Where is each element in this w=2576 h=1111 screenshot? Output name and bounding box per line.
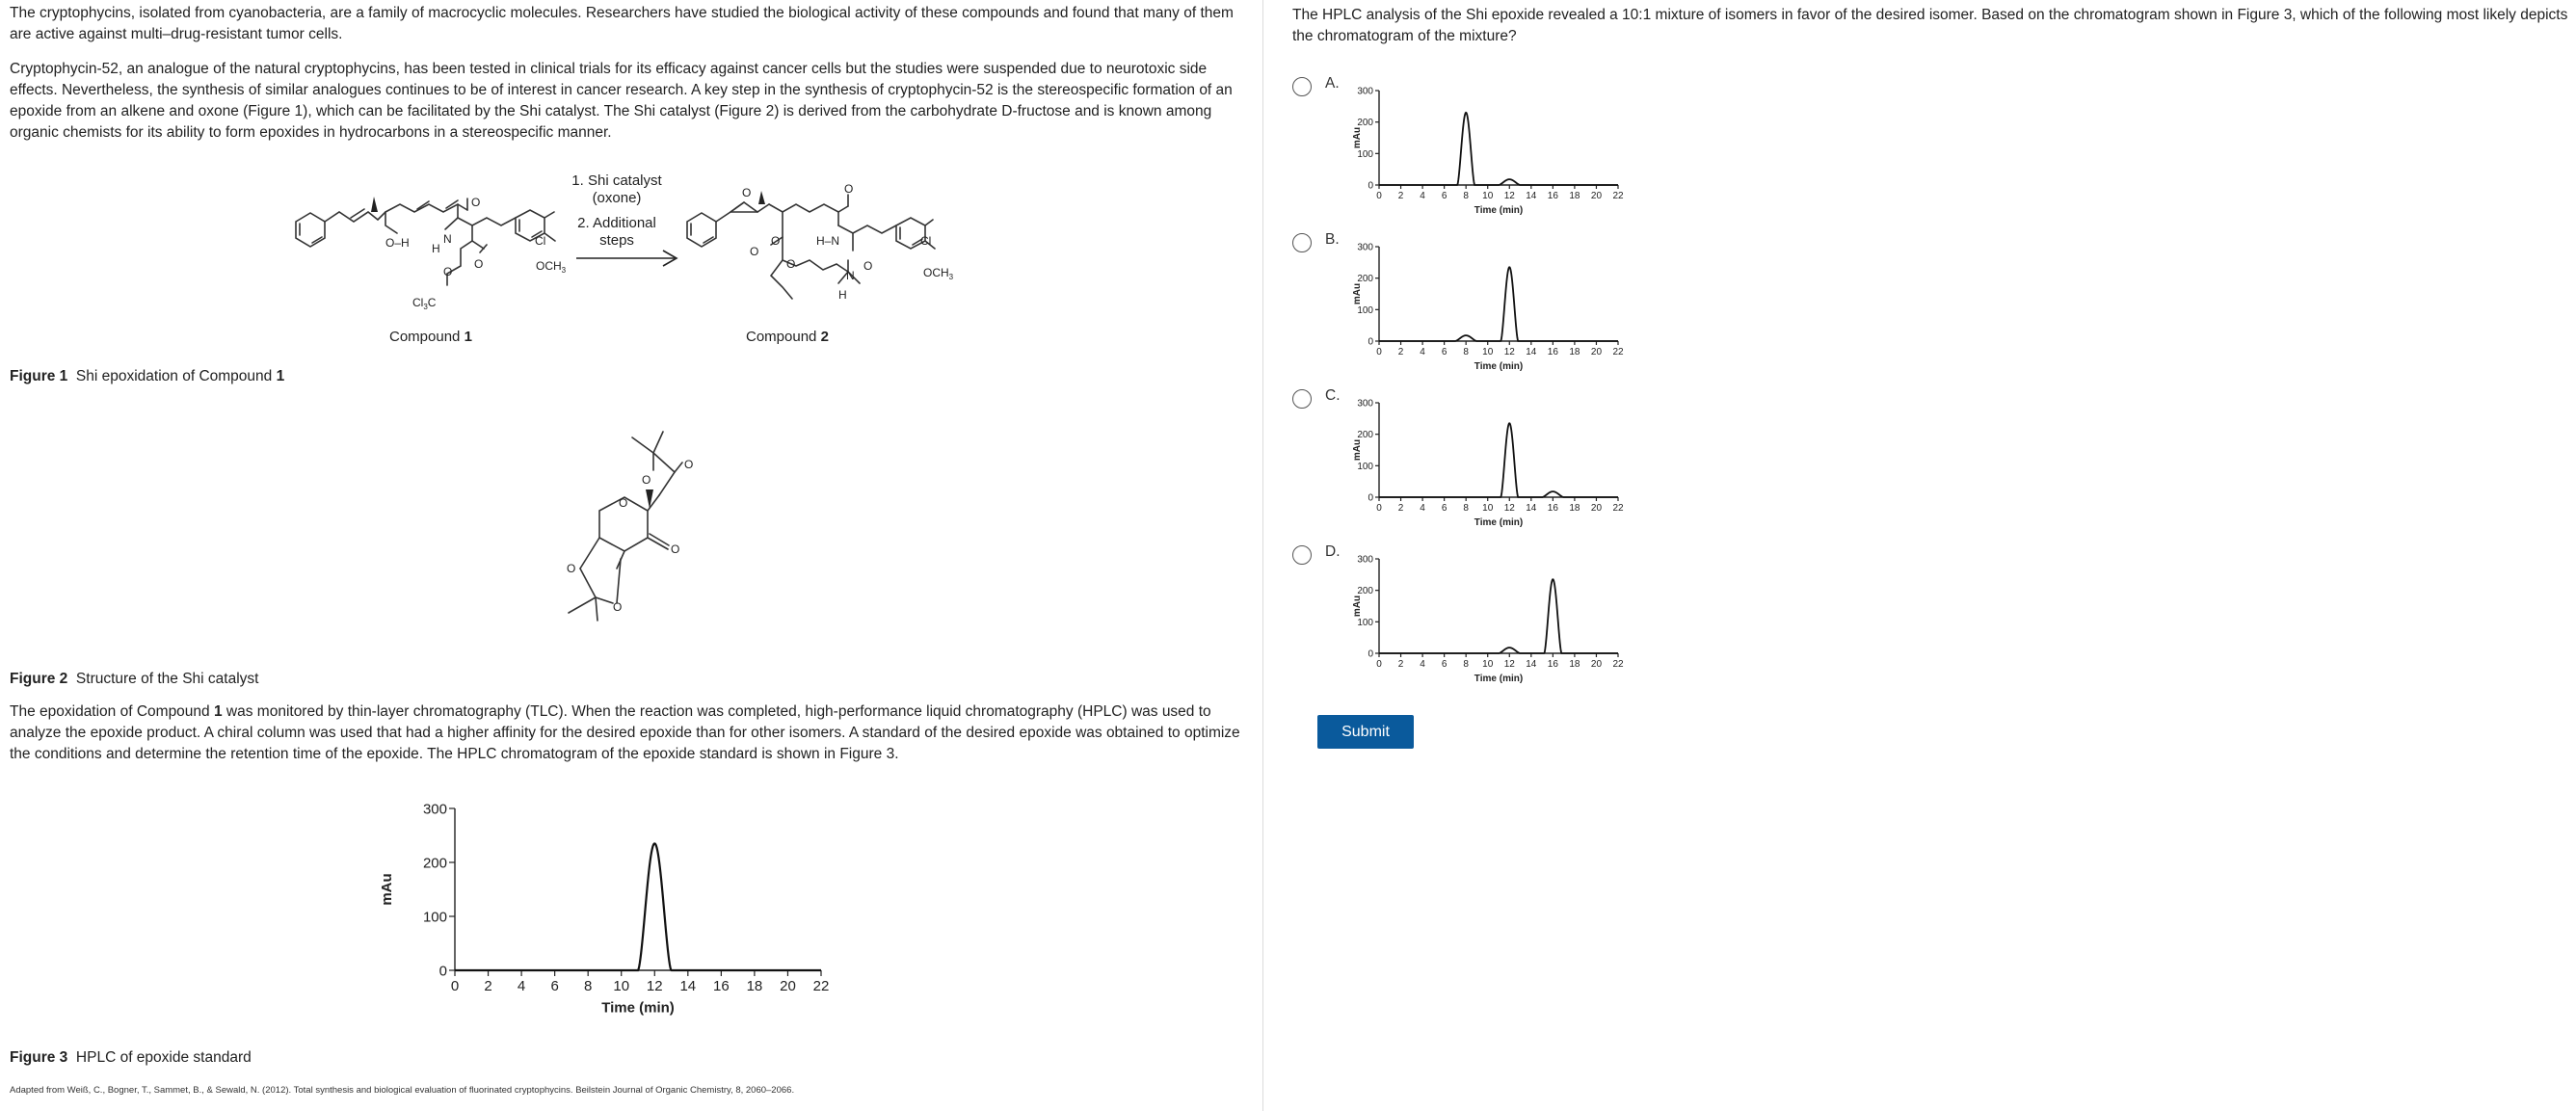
atom-o-ketone-2: O (844, 182, 854, 196)
passage-paragraph-3-pre: The epoxidation of Compound (10, 703, 214, 720)
atom-cl-2: Cl (920, 234, 932, 248)
x-axis-label: Time (min) (601, 999, 675, 1017)
x-tick-label: 8 (584, 978, 593, 994)
atom-cl3c: $Cl_3C$ (412, 296, 437, 311)
atom-o-carbonyl: O (474, 257, 484, 271)
passage-paragraph-1: The cryptophycins, isolated from cyanobacteria, are a family of macrocyclic molecules. Researchers have studied the biological activity of these compounds and found that many of them are active against multi–drug-resistant tumor cells. (10, 5, 1234, 42)
x-tick-label: 12 (1503, 191, 1515, 201)
chromatogram-trace (1379, 113, 1618, 185)
x-tick-label: 6 (1441, 659, 1447, 670)
step1-label: 1. Shi catalyst (571, 172, 662, 189)
x-tick-label: 10 (1482, 347, 1494, 357)
x-axis-label: Time (min) (1474, 205, 1524, 216)
x-tick-label: 2 (484, 978, 492, 994)
x-tick-label: 2 (1397, 347, 1404, 357)
option-c-chart (1350, 382, 1678, 536)
option-d-chart (1350, 538, 1678, 692)
catalyst-atom-o-ketone: O (671, 542, 680, 556)
x-tick-label: 6 (1441, 503, 1447, 514)
x-tick-label: 8 (1463, 191, 1469, 201)
atom-o-ring: O (786, 257, 796, 271)
option-c-letter: C. (1325, 387, 1341, 404)
x-tick-label: 12 (1503, 659, 1515, 670)
x-tick-label: 6 (1441, 191, 1447, 201)
passage-paragraph-2: Cryptophycin-52, an analogue of the natural cryptophycins, has been tested in clinical trials for its efficacy against cancer cells but the studies were suspended due to neurotoxic side effects. Nevertheless, the synthesis of similar analogues continues to be of interest in cancer research. A key step in the synthesis of cryptophycin-52 is the stereospecific formation of an epoxide from an alkene and oxone (Figure 1), which can be facilitated by the Shi catalyst. The Shi catalyst (Figure 2) is derived from the carbohydrate D-fructose and is known among organic chemists for its ability to form epoxides in hydrocarbons in a stereospecific manner. (10, 61, 1233, 141)
x-tick-label: 14 (1526, 191, 1537, 201)
answer-option-d[interactable] (1292, 538, 1697, 682)
question-stem: The HPLC analysis of the Shi epoxide revealed a 10:1 mixture of isomers in favor of the desired isomer. Based on the chromatogram shown in Figure 3, which of the following most likely depicts the chromatogram of the mixture? (1292, 7, 2568, 44)
catalyst-atom-o-1: O (642, 473, 651, 487)
y-tick-label: 100 (1357, 461, 1373, 472)
x-tick-label: 20 (1590, 191, 1603, 201)
x-tick-label: 10 (1482, 659, 1494, 670)
option-b-letter: B. (1325, 231, 1340, 248)
y-tick-label: 100 (1357, 304, 1373, 316)
y-tick-label: 0 (1368, 180, 1373, 192)
atom-och3-subscript: 3 (561, 266, 567, 275)
x-tick-label: 12 (646, 978, 663, 994)
x-tick-label: 0 (1376, 191, 1382, 201)
y-tick-label: 300 (1357, 554, 1373, 566)
x-tick-label: 22 (812, 978, 830, 994)
figure3-label: Figure 3 (10, 1049, 68, 1066)
x-tick-label: 14 (679, 978, 697, 994)
option-a-radio[interactable] (1292, 77, 1312, 96)
atom-o-amide: O (863, 259, 873, 273)
y-tick-label: 200 (1357, 118, 1373, 129)
atom-h-2: H (838, 288, 847, 302)
x-tick-label: 16 (1547, 503, 1558, 514)
y-tick-label: 0 (1368, 492, 1373, 504)
catalyst-atom-o-3: O (567, 562, 576, 575)
x-tick-label: 16 (713, 978, 730, 994)
y-axis-label: mAu (1352, 438, 1363, 462)
atom-h: H (432, 242, 440, 255)
figure1-label: Figure 1 (10, 368, 68, 384)
compound1-structure (296, 196, 567, 345)
x-tick-label: 10 (1482, 503, 1494, 514)
y-tick-label: 200 (1357, 274, 1373, 285)
step2-sublabel: steps (599, 232, 634, 249)
figure3-hplc-chart (366, 785, 887, 1036)
x-tick-label: 12 (1503, 503, 1515, 514)
atom-och3-2 (923, 266, 954, 281)
figure2-shi-catalyst-structure (540, 414, 723, 626)
x-tick-label: 20 (1590, 659, 1603, 670)
y-tick-label: 0 (438, 963, 447, 980)
answer-option-c[interactable] (1292, 382, 1697, 526)
option-b-chart (1350, 225, 1678, 380)
y-tick-label: 300 (1357, 398, 1373, 410)
x-tick-label: 0 (450, 978, 460, 994)
atom-oh: O–H (385, 236, 410, 250)
step2-label: 2. Additional (577, 215, 656, 231)
x-tick-label: 22 (1612, 659, 1624, 670)
x-tick-label: 10 (613, 978, 630, 994)
x-tick-label: 18 (1569, 503, 1580, 514)
submit-button[interactable]: Submit (1317, 715, 1414, 749)
y-tick-label: 200 (422, 855, 447, 872)
atom-cl: Cl (535, 234, 546, 248)
atom-och3-2-subscript: 3 (948, 273, 954, 281)
x-tick-label: 14 (1526, 347, 1537, 357)
compound2-label-text: Compound (746, 329, 821, 345)
reaction-conditions (571, 172, 677, 266)
compound2-label (746, 329, 829, 345)
x-tick-label: 4 (1420, 191, 1425, 201)
x-axis-label: Time (min) (1474, 517, 1524, 528)
catalyst-atom-o-4: O (613, 600, 623, 614)
figure3-caption-text: HPLC of epoxide standard (75, 1049, 252, 1066)
option-a-chart (1350, 69, 1678, 224)
x-tick-label: 18 (746, 978, 763, 994)
x-tick-label: 20 (1590, 503, 1603, 514)
figure1-caption-number: 1 (276, 368, 285, 384)
atom-cl3c-label: Cl (412, 296, 424, 309)
atom-och3 (536, 259, 567, 275)
answer-option-b[interactable] (1292, 225, 1697, 370)
passage-paragraph-3-post: was monitored by thin-layer chromatography (TLC). When the reaction was completed, high-performance liquid chromatography (HPLC) was used to analyze the epoxide product. A chiral column was used that had a higher affinity for the desired epoxide than for other isomers. A standard of the desired epoxide was obtained to optimize the conditions and determine the retention time of the epoxide. The HPLC chromatogram of the epoxide standard is shown in Figure 3. (10, 703, 1240, 762)
compound2-structure (687, 182, 954, 345)
figure1-caption-text: Shi epoxidation of Compound (75, 368, 277, 384)
x-tick-label: 22 (1612, 347, 1624, 357)
y-tick-label: 0 (1368, 648, 1373, 660)
figure2-caption-text: Structure of the Shi catalyst (75, 671, 259, 687)
option-b-radio[interactable] (1292, 233, 1312, 252)
x-tick-label: 2 (1397, 191, 1404, 201)
catalyst-atom-o-ring: O (619, 496, 628, 510)
x-tick-label: 16 (1547, 659, 1558, 670)
x-tick-label: 8 (1463, 659, 1469, 670)
y-axis-label: mAu (1352, 595, 1363, 618)
compound2-number: 2 (820, 329, 829, 345)
y-axis-label: mAu (1352, 282, 1363, 305)
x-tick-label: 22 (1612, 503, 1624, 514)
x-axis-label: Time (min) (1474, 674, 1524, 684)
atom-o-ester: O (443, 265, 453, 278)
y-tick-label: 100 (422, 909, 447, 926)
x-tick-label: 4 (1420, 347, 1425, 357)
y-tick-label: 200 (1357, 430, 1373, 441)
x-tick-label: 16 (1547, 191, 1558, 201)
option-c-radio[interactable] (1292, 389, 1312, 409)
x-tick-label: 0 (1376, 347, 1382, 357)
atom-cl3c-subscript: 3 (423, 303, 428, 311)
chromatogram-trace (1379, 579, 1618, 653)
option-a-letter: A. (1325, 75, 1340, 92)
atom-n: N (443, 232, 452, 246)
figure2-label: Figure 2 (10, 671, 68, 687)
y-axis-label: mAu (379, 873, 395, 906)
x-tick-label: 20 (780, 978, 796, 994)
x-tick-label: 0 (1376, 659, 1382, 670)
step1-sublabel: (oxone) (592, 190, 642, 206)
x-tick-label: 14 (1526, 659, 1537, 670)
compound1-label (389, 329, 472, 345)
option-d-letter: D. (1325, 543, 1341, 560)
x-tick-label: 20 (1590, 347, 1603, 357)
passage-paragraph-3 (10, 701, 1253, 765)
question-panel (1263, 0, 2576, 1111)
x-tick-label: 16 (1547, 347, 1558, 357)
x-tick-label: 12 (1503, 347, 1515, 357)
answer-option-a[interactable] (1292, 69, 1697, 214)
y-tick-label: 300 (422, 801, 447, 818)
atom-o-lactone: O (771, 234, 781, 248)
x-tick-label: 14 (1526, 503, 1537, 514)
compound1-label-text: Compound (389, 329, 465, 345)
atom-hn: H–N (816, 234, 840, 248)
x-tick-label: 8 (1463, 503, 1469, 514)
option-d-radio[interactable] (1292, 545, 1312, 565)
y-tick-label: 100 (1357, 617, 1373, 628)
x-tick-label: 6 (550, 978, 559, 994)
x-tick-label: 4 (1420, 659, 1425, 670)
x-axis-label: Time (min) (1474, 361, 1524, 372)
y-axis-label: mAu (1352, 126, 1363, 149)
figure2-caption (10, 669, 258, 690)
atom-epoxide-o: O (742, 186, 752, 199)
y-tick-label: 200 (1357, 586, 1373, 597)
figure3-caption (10, 1047, 252, 1069)
x-tick-label: 22 (1612, 191, 1624, 201)
atom-o-dbl: O (750, 245, 759, 258)
x-tick-label: 0 (1376, 503, 1382, 514)
x-tick-label: 2 (1397, 503, 1404, 514)
x-tick-label: 6 (1441, 347, 1447, 357)
y-tick-label: 0 (1368, 336, 1373, 348)
atom-o-ketone: O (471, 196, 481, 209)
atom-n-2: N (846, 269, 855, 282)
x-tick-label: 8 (1463, 347, 1469, 357)
x-tick-label: 18 (1569, 191, 1580, 201)
figure1-caption (10, 366, 284, 387)
x-tick-label: 18 (1569, 347, 1580, 357)
x-tick-label: 4 (1420, 503, 1425, 514)
y-tick-label: 300 (1357, 86, 1373, 97)
catalyst-atom-o-2: O (684, 458, 694, 471)
chromatogram-trace (455, 843, 821, 970)
chromatogram-trace (1379, 267, 1618, 341)
atom-och3-2-label: OCH (923, 266, 949, 279)
passage-paragraph-3-bold: 1 (213, 703, 223, 720)
y-tick-label: 100 (1357, 148, 1373, 160)
x-tick-label: 4 (517, 978, 526, 994)
figure1-reaction-scheme (0, 164, 964, 366)
x-tick-label: 18 (1569, 659, 1580, 670)
chromatogram-trace (1379, 423, 1618, 497)
compound1-number: 1 (464, 329, 472, 345)
source-footnote: Adapted from Weiß, C., Bogner, T., Sammet, B., & Sewald, N. (2012). Total synthesis and biological evaluation of fluorinated cryptophycins. Beilstein Journal of Organic Chemistry, 8, 2060–2066. (10, 1085, 795, 1096)
atom-och3-label: OCH (536, 259, 562, 273)
x-tick-label: 2 (1397, 659, 1404, 670)
x-tick-label: 10 (1482, 191, 1494, 201)
passage-panel (0, 0, 1262, 1111)
y-tick-label: 300 (1357, 242, 1373, 253)
